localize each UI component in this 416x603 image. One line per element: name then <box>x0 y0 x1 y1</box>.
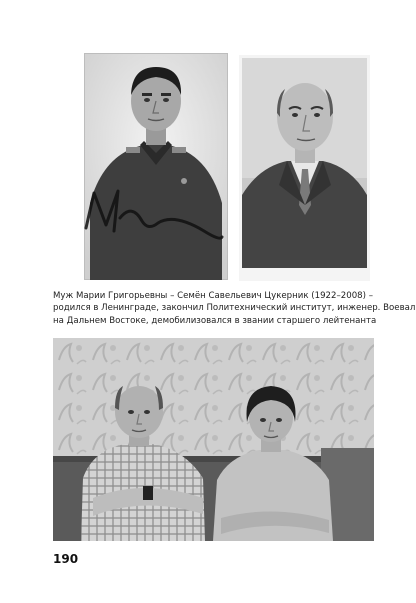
photo-caption <box>53 290 416 327</box>
photo-couple-on-sofa <box>53 338 374 541</box>
photo-military-portrait <box>84 53 228 280</box>
photo-portrait-suit <box>239 55 370 281</box>
caption-line: на Дальнем Востоке, демобилизовался в звании старшего лейтенанта <box>53 315 377 326</box>
page-number: 190 <box>53 552 79 566</box>
caption-line: родился в Ленинграде, закончил Политехнический институт, инженер. Воевал <box>53 303 416 314</box>
caption-line: Муж Марии Григорьевны – Семён Савельевич Цукерник (1922–2008) – <box>53 291 374 301</box>
